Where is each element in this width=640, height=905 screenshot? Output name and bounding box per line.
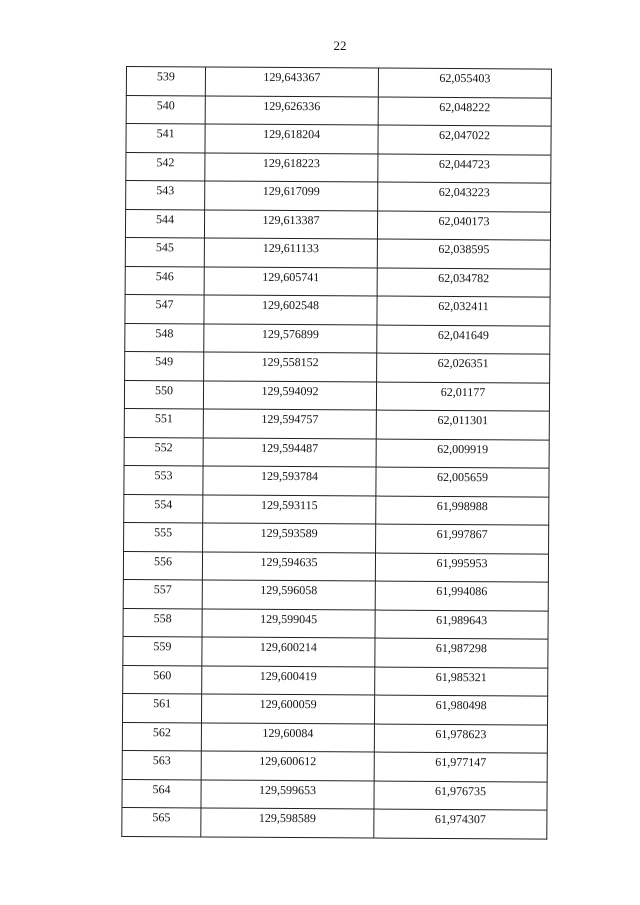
y-coordinate-cell-text: 61,985321 [435,669,487,684]
x-coordinate-cell [203,494,376,524]
x-coordinate-cell-text: 129,594635 [260,554,318,569]
x-coordinate-cell-text: 129,605741 [262,269,320,284]
table-row [124,522,549,553]
point-number-cell-text: 561 [153,696,172,711]
y-coordinate-cell [378,68,551,98]
table-row [125,209,550,240]
table-row [124,408,549,439]
point-number-cell-text: 558 [153,610,172,625]
point-number-cell-text: 544 [156,211,175,226]
y-coordinate-cell [376,524,549,554]
x-coordinate-cell [204,266,377,296]
y-coordinate-cell [377,211,550,241]
point-number-cell [126,67,205,96]
y-coordinate-cell [375,553,548,583]
y-coordinate-cell [378,97,551,127]
table-row [122,693,547,724]
point-number-cell-text: 565 [152,810,171,825]
x-coordinate-cell-text: 129,613387 [262,212,320,227]
x-coordinate-cell [201,694,374,724]
point-number-cell [125,237,204,266]
point-number-cell [124,522,203,551]
y-coordinate-cell [378,154,551,184]
x-coordinate-cell-text: 129,576899 [261,326,319,341]
point-number-cell-text: 542 [156,154,175,169]
y-coordinate-cell [375,610,548,640]
x-coordinate-cell [204,295,377,325]
x-coordinate-cell-text: 129,611133 [262,240,319,256]
y-coordinate-cell [377,353,550,383]
table-row [124,465,549,496]
point-number-cell [124,380,203,409]
point-number-cell-text: 553 [154,468,173,483]
x-coordinate-cell [201,751,374,781]
point-number-cell-text: 549 [155,354,174,369]
y-coordinate-cell [376,410,549,440]
x-coordinate-cell-text: 129,60084 [262,725,314,740]
x-coordinate-cell [202,608,375,638]
x-coordinate-cell-text: 129,594757 [261,411,319,427]
point-number-cell-text: 560 [153,667,172,682]
x-coordinate-cell [205,181,378,211]
y-coordinate-cell-text: 62,040173 [438,213,490,228]
table-row [123,608,548,639]
point-number-cell [125,323,204,352]
point-number-cell-text: 562 [152,724,171,739]
y-coordinate-cell-text: 61,997867 [436,526,488,542]
table-row [123,636,548,667]
table-row [126,67,551,98]
y-coordinate-cell [374,695,547,725]
x-coordinate-cell [204,209,377,239]
y-coordinate-cell [377,325,550,355]
point-number-cell [124,465,203,494]
y-coordinate-cell [374,809,547,839]
table-row [125,294,550,325]
y-coordinate-cell-text: 62,009919 [437,441,489,456]
x-coordinate-cell-text: 129,594092 [261,383,319,398]
y-coordinate-cell-text: 62,01177 [440,384,486,399]
x-coordinate-cell [202,551,375,581]
y-coordinate-cell-text: 61,978623 [435,726,487,741]
point-number-cell [125,294,204,323]
x-coordinate-cell-text: 129,600419 [259,668,317,683]
y-coordinate-cell [376,382,549,412]
y-coordinate-cell [378,125,551,155]
table-row [125,351,550,382]
y-coordinate-cell-text: 61,995953 [436,555,488,570]
y-coordinate-cell-text: 61,974307 [434,811,486,827]
y-coordinate-cell [374,781,547,811]
x-coordinate-cell-text: 129,618223 [262,155,320,170]
x-coordinate-cell-text: 129,558152 [261,354,319,370]
x-coordinate-cell [203,523,376,553]
x-coordinate-cell [202,580,375,610]
y-coordinate-cell [377,239,550,269]
x-coordinate-cell [201,722,374,752]
y-coordinate-cell-text: 62,038595 [438,241,490,257]
x-coordinate-cell-text: 129,599653 [259,782,317,797]
point-number-cell [125,351,204,380]
table-row [122,779,547,810]
point-number-cell [123,608,202,637]
point-number-cell [122,693,201,722]
table-row [126,95,551,126]
y-coordinate-cell-text: 61,994086 [436,583,488,599]
x-coordinate-cell [204,352,377,382]
y-coordinate-cell [378,182,551,212]
point-number-cell-text: 540 [156,97,175,112]
point-number-cell-text: 554 [154,496,173,511]
x-coordinate-cell [201,808,374,838]
table-row [123,579,548,610]
point-number-cell-text: 559 [153,639,172,654]
x-coordinate-cell-text: 129,593115 [261,497,318,512]
point-number-cell-text: 543 [156,183,175,198]
table-row [126,181,551,212]
x-coordinate-cell-text: 129,626336 [263,98,321,113]
table-row [126,124,551,155]
y-coordinate-cell-text: 61,976735 [435,783,487,798]
table-row [124,437,549,468]
y-coordinate-cell [375,638,548,668]
x-coordinate-cell [202,665,375,695]
y-coordinate-cell [376,439,549,469]
point-number-cell-text: 552 [154,439,173,454]
point-number-cell-text: 555 [154,525,173,540]
point-number-cell [124,408,203,437]
point-number-cell [123,579,202,608]
x-coordinate-cell-text: 129,643367 [263,69,321,85]
y-coordinate-cell [374,724,547,754]
point-number-cell [125,266,204,295]
y-coordinate-cell-text: 61,977147 [435,754,487,770]
point-number-cell [126,95,205,124]
x-coordinate-cell [204,238,377,268]
x-coordinate-cell [205,95,378,125]
table-row [123,551,548,582]
x-coordinate-cell [201,779,374,809]
y-coordinate-cell-text: 62,055403 [439,70,491,86]
point-number-cell-text: 551 [154,411,173,426]
x-coordinate-cell-text: 129,599045 [260,611,318,626]
point-number-cell [125,209,204,238]
x-coordinate-cell [205,152,378,182]
y-coordinate-cell-text: 62,026351 [437,355,489,371]
y-coordinate-cell [375,581,548,611]
y-coordinate-cell [375,667,548,697]
y-coordinate-cell-text: 62,044723 [438,156,490,171]
table-row [125,266,550,297]
table-row [125,237,550,268]
x-coordinate-cell [203,466,376,496]
table-row [123,665,548,696]
y-coordinate-cell-text: 62,005659 [436,469,489,485]
x-coordinate-cell-text: 129,600214 [259,639,317,655]
y-coordinate-cell-text: 62,041649 [437,327,489,342]
point-number-cell [126,124,205,153]
point-number-cell-text: 547 [155,297,174,312]
x-coordinate-cell-text: 129,617099 [262,183,320,199]
y-coordinate-cell-text: 62,048222 [439,99,491,114]
x-coordinate-cell [203,409,376,439]
x-coordinate-cell [205,124,378,154]
y-coordinate-cell [377,268,550,298]
table-row [124,380,549,411]
point-number-cell-text: 545 [155,240,174,255]
y-coordinate-cell-text: 62,032411 [438,298,489,314]
y-coordinate-cell-text: 62,047022 [439,127,491,143]
y-coordinate-cell-text: 62,011301 [437,412,489,428]
x-coordinate-cell-text: 129,593784 [260,468,319,484]
x-coordinate-cell [202,637,375,667]
y-coordinate-cell-text: 61,998988 [436,498,488,513]
point-number-cell-text: 548 [155,325,174,340]
x-coordinate-cell-text: 129,600059 [259,696,317,712]
x-coordinate-cell [203,437,376,467]
x-coordinate-cell-text: 129,618204 [263,126,321,142]
x-coordinate-cell-text: 129,593589 [260,525,318,541]
table-row [125,323,550,354]
y-coordinate-cell [377,296,550,326]
x-coordinate-cell [205,67,378,97]
point-number-cell-text: 539 [156,69,175,84]
point-number-cell [122,807,201,836]
table-row [122,750,547,781]
point-number-cell [126,181,205,210]
y-coordinate-cell [374,752,547,782]
x-coordinate-cell [204,323,377,353]
table-row [126,152,551,183]
point-number-cell-text: 550 [154,382,174,397]
point-number-cell [123,636,202,665]
y-coordinate-cell [376,467,549,497]
x-coordinate-cell-text: 129,596058 [260,582,318,598]
x-coordinate-cell [203,380,376,410]
x-coordinate-cell-text: 129,600612 [259,753,317,769]
point-number-cell-text: 546 [155,268,174,283]
point-number-cell-text: 564 [152,781,171,796]
point-number-cell [122,750,201,779]
table-row [122,722,547,753]
table-row [122,807,547,838]
x-coordinate-cell-text: 129,598589 [258,810,316,826]
page-number: 22 [333,38,347,53]
coordinates-table [121,66,552,839]
y-coordinate-cell-text: 62,043223 [438,184,490,200]
table-row [124,494,549,525]
point-number-cell-text: 563 [152,753,171,768]
point-number-cell [122,779,201,808]
y-coordinate-cell [376,496,549,526]
point-number-cell-text: 557 [153,582,172,597]
point-number-cell [122,722,201,751]
x-coordinate-cell-text: 129,594487 [261,440,319,455]
y-coordinate-cell-text: 62,034782 [438,270,490,285]
y-coordinate-cell-text: 61,989643 [436,612,488,627]
point-number-cell-text: 556 [153,553,173,568]
point-number-cell [126,152,205,181]
point-number-cell [124,494,203,523]
point-number-cell [123,551,202,580]
point-number-cell-text: 541 [156,126,175,141]
point-number-cell [124,437,203,466]
x-coordinate-cell-text: 129,602548 [262,297,320,313]
y-coordinate-cell-text: 61,980498 [435,697,487,713]
point-number-cell [123,665,202,694]
y-coordinate-cell-text: 61,987298 [435,640,487,656]
